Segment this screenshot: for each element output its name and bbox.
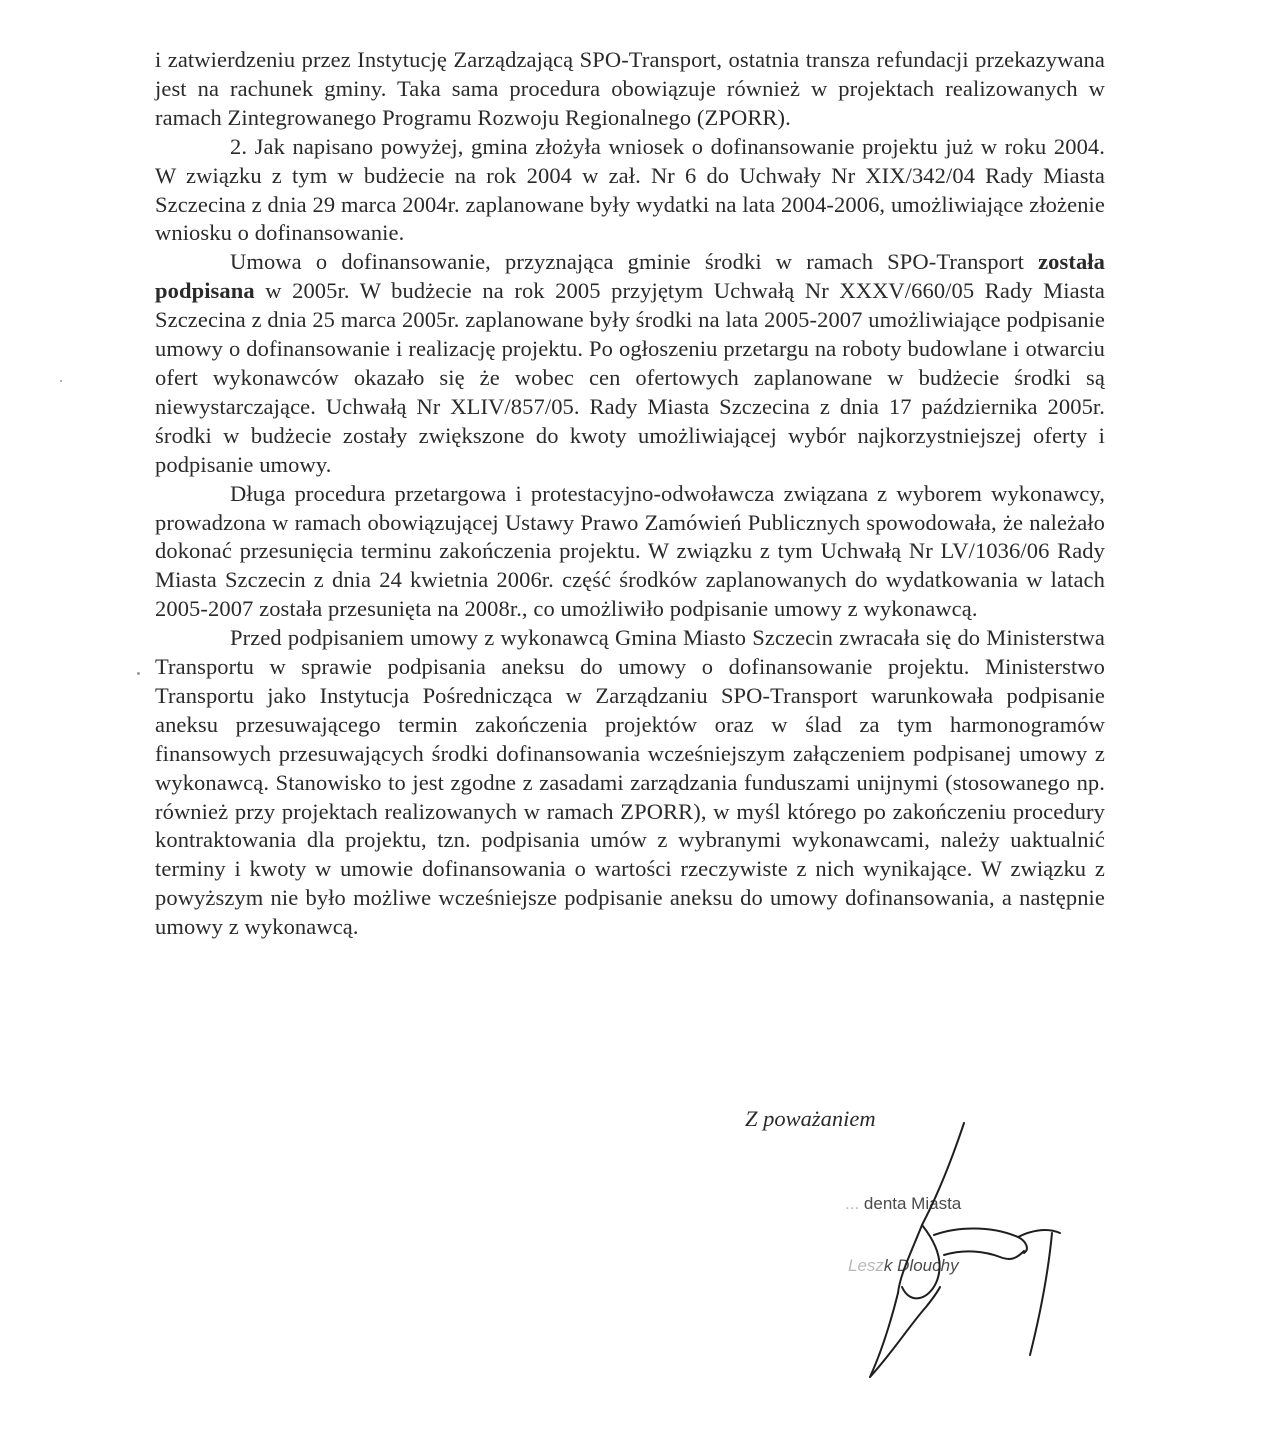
paragraph-3-start: Umowa o dofinansowanie, przyznająca gminie środki w ramach SPO-Transport — [230, 249, 1039, 275]
closing-salutation: Z poważaniem — [745, 1106, 876, 1131]
paragraph-3 — [155, 248, 1105, 479]
paragraph-5: Przed podpisaniem umowy z wykonawcą Gmina Miasto Szczecin zwracała się do Ministerstwa Transportu w sprawie podpisania aneksu do umowy o dofinansowanie projektu. Ministerstwo Transportu jako Instytucja Pośrednicząca w Zarządzaniu SPO-Transport warunkowała podpisanie aneksu przesuwającego termin zakończenia projektów oraz w ślad za tym harmonogramów finansowych przesuwających środki dofinansowania wcześniejszym załączeniem podpisanej umowy z wykonawcą. Stanowisko to jest zgodne z zasadami zarządzania funduszami unijnymi (stosowanego np. również przy projektach realizowanych w ramach ZPORR), w myśl którego po zakończeniu procedury kontraktowania dla projektu, tzn. podpisania umów z wybranymi wykonawcami, należy uaktualnić terminy i kwoty w umowie dofinansowania o wartości rzeczywiste z nich wynikające. W związku z powyższym nie było możliwe wcześniejsze podpisanie aneksu do umowy dofinansowania, a następnie umowy z wykonawcą. — [155, 625, 1105, 940]
paragraph-3-bold: została podpisana — [155, 249, 1105, 304]
scan-speck — [60, 380, 62, 382]
letter-body — [155, 46, 1105, 942]
paragraph-4: Długa procedura przetargowa i protestacyjno-odwoławcza związana z wyborem wykonawcy, prowadzona w ramach obowiązującej Ustawy Prawo Zamówień Publicznych spowodowała, że należało dokonać przesunięcia terminu zakończenia projektu. W związku z tym Uchwałą Nr LV/1036/06 Rady Miasta Szczecin z dnia 24 kwietnia 2006r. część środków zaplanowanych do wydatkowania w latach 2005-2007 została przesunięta na 2008r., co umożliwiło podpisanie umowy z wykonawcą. — [155, 480, 1105, 622]
stamp-title — [845, 1194, 961, 1214]
paragraph-2: 2. Jak napisano powyżej, gmina złożyła wniosek o dofinansowanie projektu już w roku 2004. W związku z tym w budżecie na rok 2004 w zał. Nr 6 do Uchwały Nr XIX/342/04 Rady Miasta Szczecina z dnia 29 marca 2004r. zaplanowane były wydatki na lata 2004-2006, umożliwiające złożenie wniosku o dofinansowanie. — [155, 133, 1105, 246]
handwritten-signature — [840, 1115, 1080, 1395]
paragraph-3-end: w 2005r. W budżecie na rok 2005 przyjętym Uchwałą Nr XXXV/660/05 Rady Miasta Szczecina z dnia 25 marca 2005r. zaplanowane były środki na lata 2005-2007 umożliwiające podpisanie umowy o dofinansowanie i realizację projektu. Po ogłoszeniu przetargu na roboty budowlane i otwarciu ofert wykonawców okazało się że wobec cen ofertowych zaplanowane w budżecie środki są niewystarczające. Uchwałą Nr XLIV/857/05. Rady Miasta Szczecina z dnia 17 października 2005r. środki w budżecie zostały zwiększone do kwoty umożliwiającej wybór najkorzystniejszej oferty i podpisanie umowy. — [155, 278, 1105, 477]
scan-speck — [137, 672, 140, 675]
stamp-name-faded: Lesz — [848, 1256, 884, 1275]
stamp-name — [848, 1256, 959, 1276]
stamp-title-visible: denta Miasta — [863, 1194, 962, 1213]
stamp-name-visible: k Dlouchy — [883, 1256, 959, 1275]
stamp-title-faded: ... — [845, 1194, 864, 1213]
paragraph-1: i zatwierdzeniu przez Instytucję Zarządzającą SPO-Transport, ostatnia transza refundacji przekazywana jest na rachunek gminy. Taka sama procedura obowiązuje również w projektach realizowanych w ramach Zintegrowanego Programu Rozwoju Regionalnego (ZPORR). — [155, 47, 1105, 130]
